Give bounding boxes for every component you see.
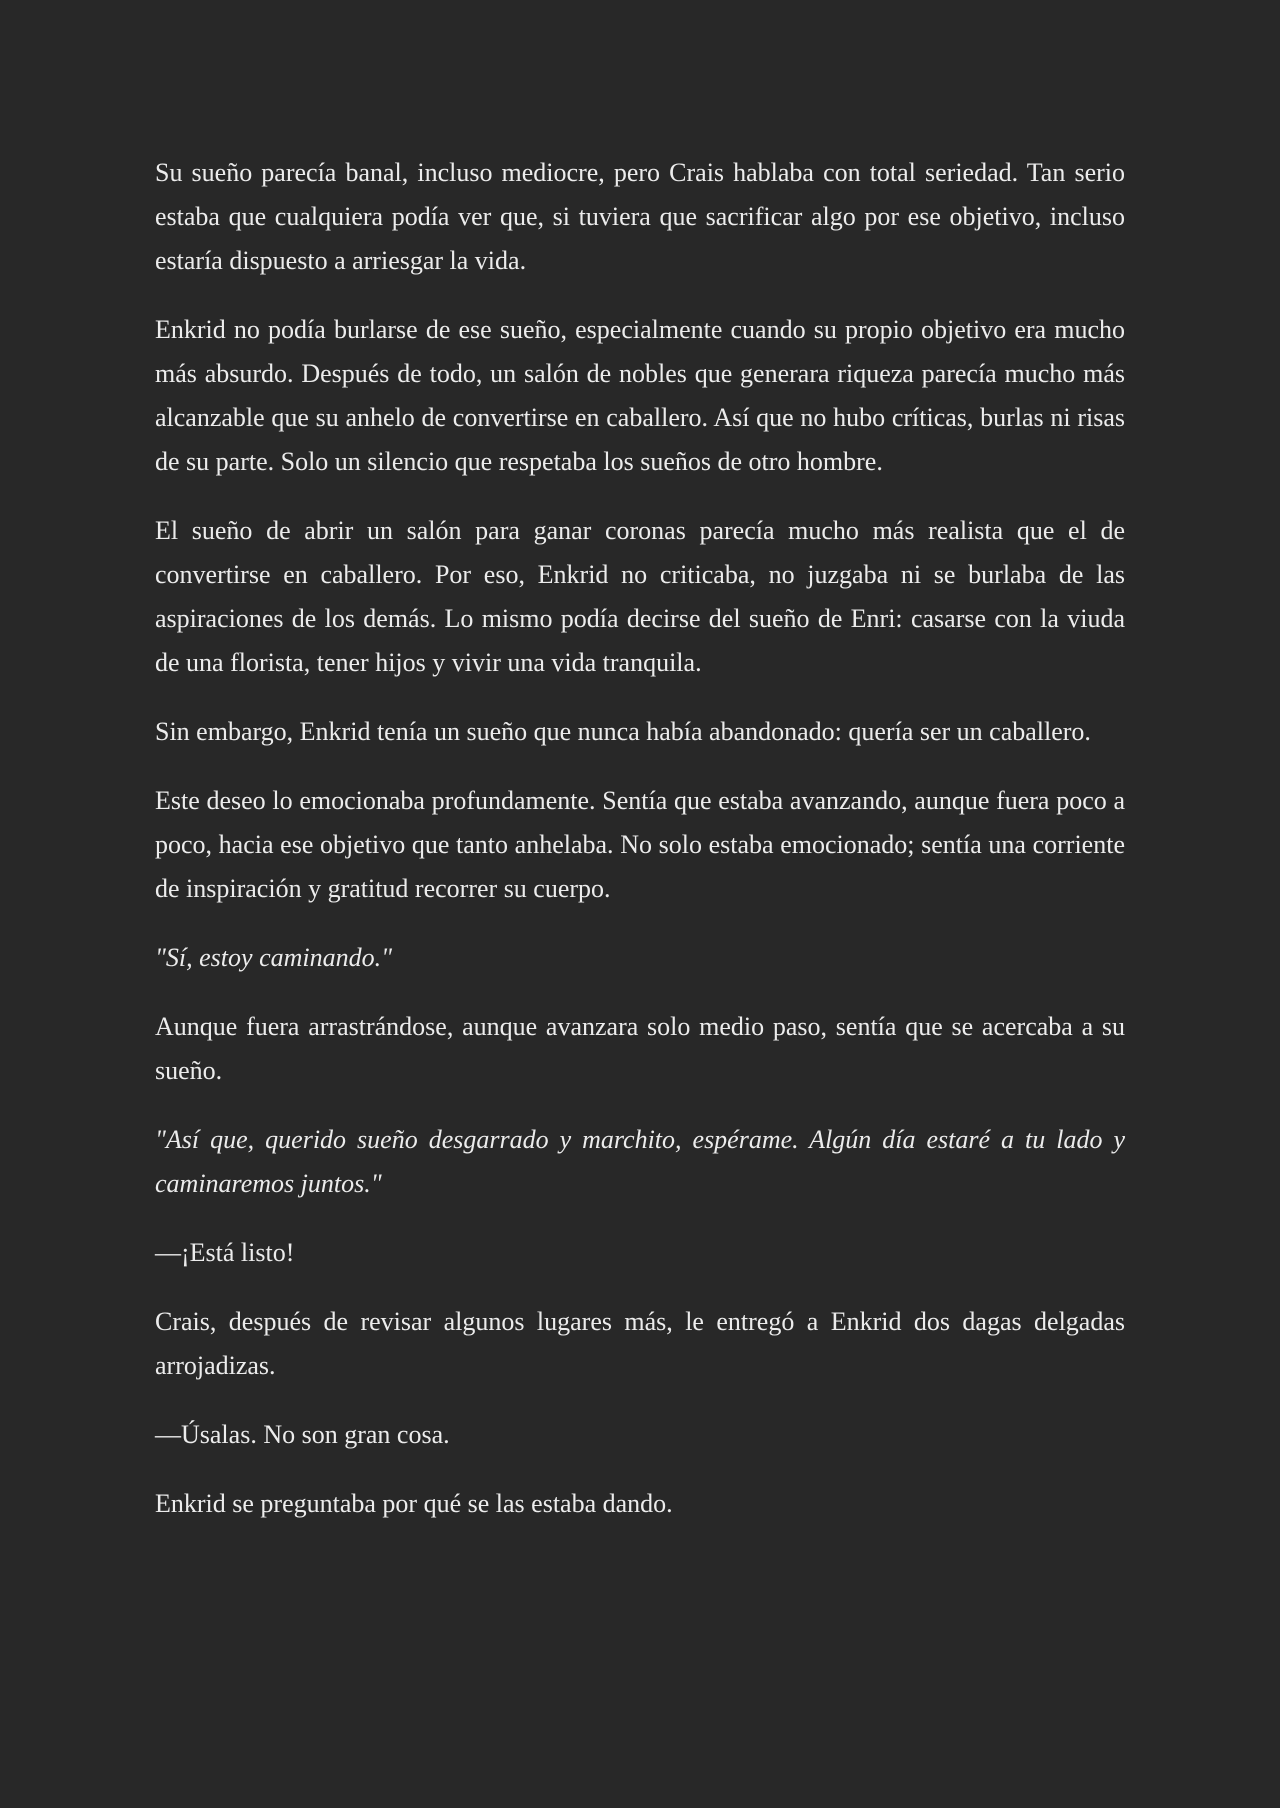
paragraph-10: Crais, después de revisar algunos lugares más, le entregó a Enkrid dos dagas delgadas arrojadizas.: [155, 1307, 1125, 1380]
paragraph-12: Enkrid se preguntaba por qué se las estaba dando.: [155, 1489, 673, 1518]
paragraph-1: Su sueño parecía banal, incluso mediocre, pero Crais hablaba con total seriedad. Tan serio estaba que cualquiera podía ver que, si tuviera que sacrificar algo por ese objetivo, incluso estaría dispuesto a arriesgar la vida.: [155, 158, 1125, 275]
paragraph-3: El sueño de abrir un salón para ganar coronas parecía mucho más realista que el de convertirse en caballero. Por eso, Enkrid no criticaba, no juzgaba ni se burlaba de las aspiraciones de los demás. Lo mismo podía decirse del sueño de Enri: casarse con la viuda de una florista, tener hijos y vivir una vida tranquila.: [155, 516, 1125, 677]
paragraph-9-dialogue: —¡Está listo!: [155, 1238, 295, 1267]
paragraph-4: Sin embargo, Enkrid tenía un sueño que nunca había abandonado: quería ser un caballero.: [155, 717, 1091, 746]
paragraph-2: Enkrid no podía burlarse de ese sueño, especialmente cuando su propio objetivo era mucho más absurdo. Después de todo, un salón de nobles que generara riqueza parecía mucho más alcanzable que su anhelo de convertirse en caballero. Así que no hubo críticas, burlas ni risas de su parte. Solo un silencio que respetaba los sueños de otro hombre.: [155, 315, 1125, 476]
chapter-text: [155, 151, 1125, 1551]
paragraph-5: Este deseo lo emocionaba profundamente. Sentía que estaba avanzando, aunque fuera poco a poco, hacia ese objetivo que tanto anhelaba. No solo estaba emocionado; sentía una corriente de inspiración y gratitud recorrer su cuerpo.: [155, 786, 1125, 903]
paragraph-8-thought: "Así que, querido sueño desgarrado y marchito, espérame. Algún día estaré a tu lado y caminaremos juntos.": [155, 1125, 1125, 1198]
paragraph-7: Aunque fuera arrastrándose, aunque avanzara solo medio paso, sentía que se acercaba a su sueño.: [155, 1012, 1125, 1085]
paragraph-11-dialogue: —Úsalas. No son gran cosa.: [155, 1420, 450, 1449]
paragraph-6-thought: "Sí, estoy caminando.": [155, 943, 393, 972]
